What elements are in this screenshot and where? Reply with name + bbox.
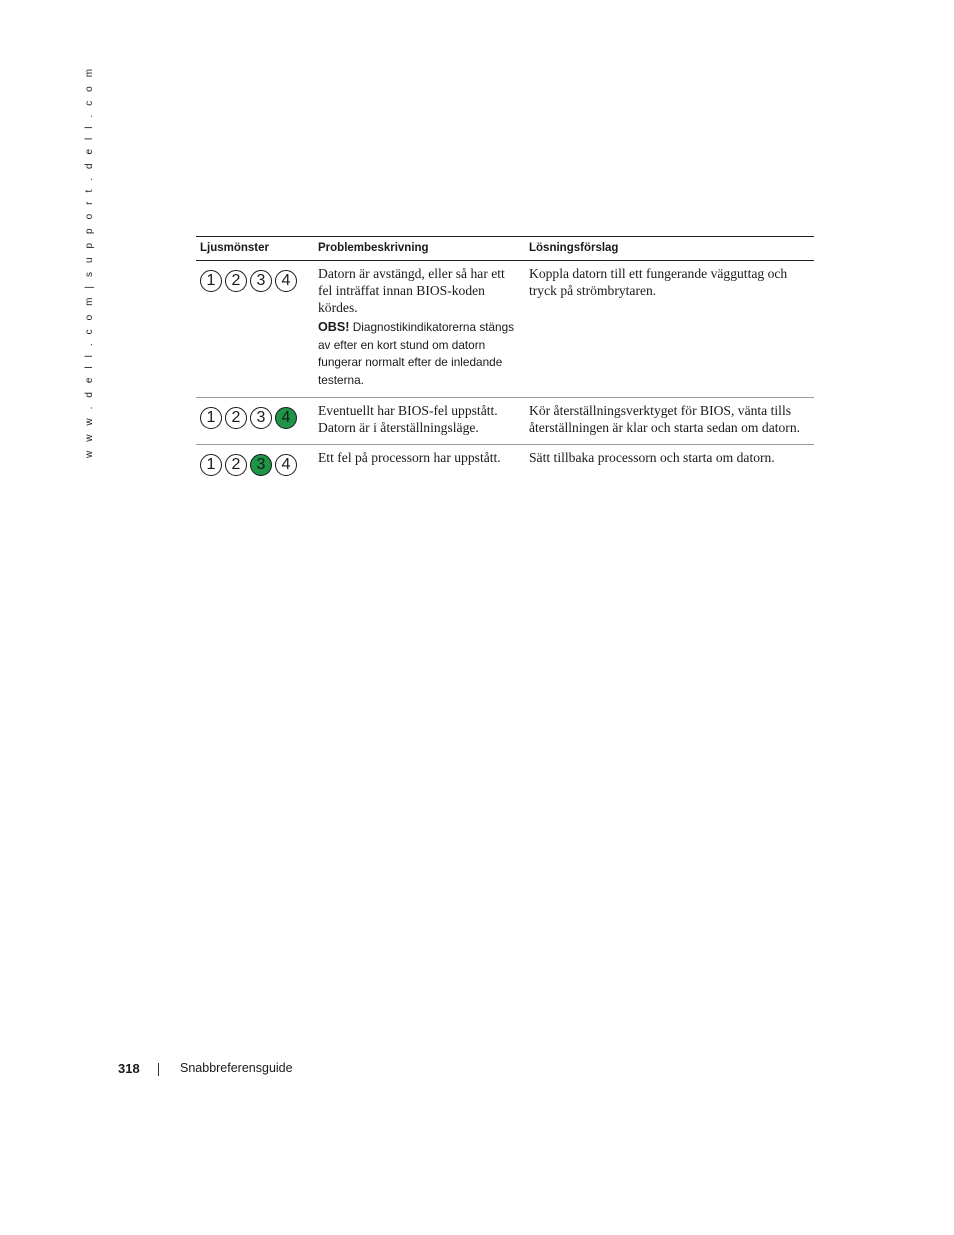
problem-text: Datorn är avstängd, eller så har ett fel inträffat innan BIOS-koden kördes. [318, 266, 505, 315]
light-pattern-cell [196, 261, 314, 397]
solution-cell: Koppla datorn till ett fungerande vägguttag och tryck på strömbrytaren. [529, 266, 788, 298]
diagnostic-light-icon: 1 [200, 407, 222, 429]
note-text: Diagnostikindikatorerna stängs av efter en kort stund om datorn fungerar normalt efter de inledande testerna. [318, 320, 515, 387]
table-row [196, 398, 814, 445]
header-solution: Lösningsförslag [529, 242, 619, 254]
diagnostic-light-icon: 4 [275, 407, 297, 429]
problem-cell [314, 261, 525, 397]
diagnostic-lights-table [196, 236, 814, 484]
problem-cell: Eventuellt har BIOS-fel uppstått. Datorn är i återställningsläge. [318, 403, 498, 435]
problem-cell: Ett fel på processorn har uppstått. [318, 450, 501, 465]
diagnostic-light-icon: 4 [275, 270, 297, 292]
diagnostic-light-icon: 3 [250, 270, 272, 292]
diagnostic-light-icon: 1 [200, 270, 222, 292]
table-row [196, 261, 814, 398]
diagnostic-light-icon: 3 [250, 454, 272, 476]
table-header-row [196, 237, 814, 261]
note [318, 319, 521, 389]
diagnostic-light-icon: 3 [250, 407, 272, 429]
footer-divider [158, 1063, 159, 1076]
light-pattern [200, 270, 314, 292]
diagnostic-light-icon: 1 [200, 454, 222, 476]
solution-cell: Kör återställningsverktyget för BIOS, vänta tills återställningen är klar och starta sedan om datorn. [529, 403, 801, 435]
diagnostic-light-icon: 4 [275, 454, 297, 476]
header-problem: Problembeskrivning [318, 242, 429, 254]
solution-cell: Sätt tillbaka processorn och starta om datorn. [529, 450, 775, 465]
diagnostic-light-icon: 2 [225, 454, 247, 476]
diagnostic-light-icon: 2 [225, 407, 247, 429]
diagnostic-light-icon: 2 [225, 270, 247, 292]
header-light-pattern: Ljusmönster [200, 242, 270, 254]
light-pattern-cell [196, 398, 314, 444]
table-row [196, 445, 814, 484]
guide-title: Snabbreferensguide [180, 1061, 293, 1075]
light-pattern [200, 454, 314, 476]
light-pattern [200, 407, 314, 429]
light-pattern-cell [196, 445, 314, 484]
note-label: OBS! [318, 320, 350, 334]
page-number: 318 [118, 1061, 140, 1076]
sidebar-url: w w w . d e l l . c o m | s u p p o r t . d e l l . c o m [84, 65, 95, 458]
